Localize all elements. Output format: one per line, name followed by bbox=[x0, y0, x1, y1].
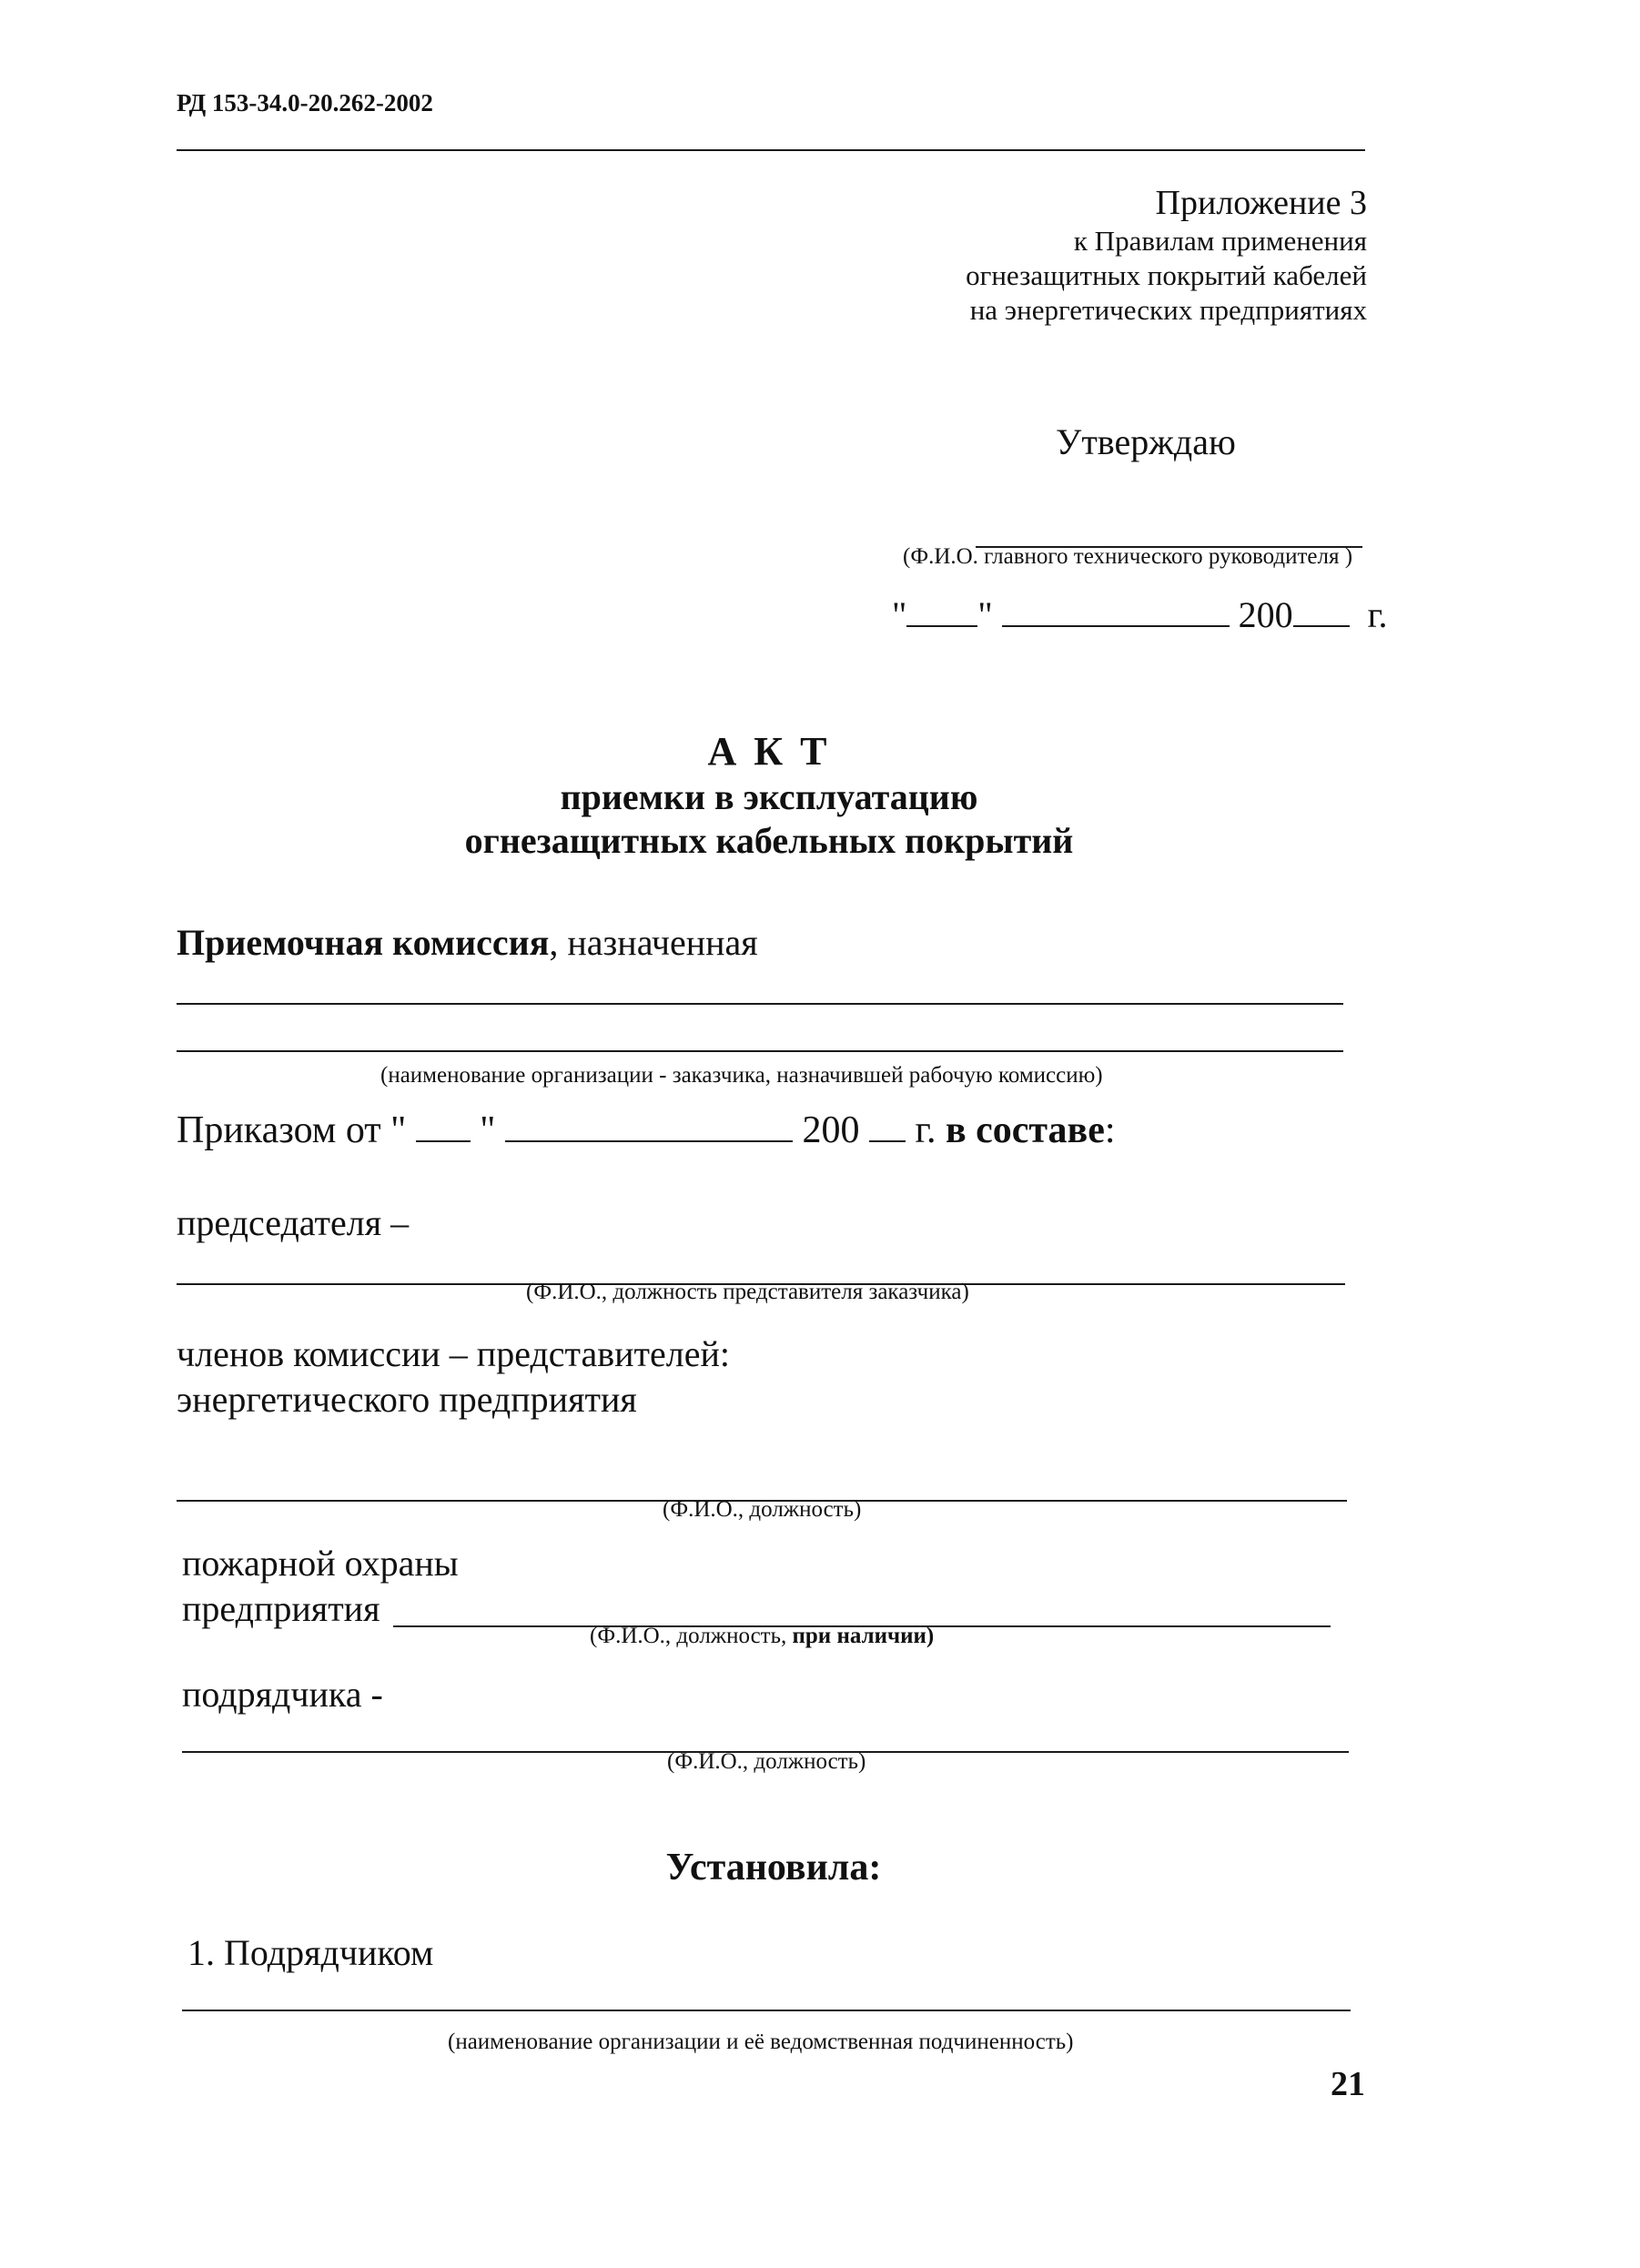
quote-close: " bbox=[977, 594, 993, 635]
fire-caption bbox=[590, 1624, 934, 1649]
approve-label: Утверждаю bbox=[1056, 421, 1236, 462]
org-field-line-2 bbox=[177, 1050, 1343, 1052]
approval-year-field bbox=[1293, 598, 1350, 627]
order-year-suffix: г. bbox=[915, 1109, 936, 1151]
order-month-field bbox=[505, 1113, 793, 1142]
commission-heading bbox=[177, 921, 758, 964]
chairman-caption: (Ф.И.О., должность представителя заказчика) bbox=[526, 1280, 969, 1304]
act-title: А К Т bbox=[707, 729, 831, 774]
appendix-line-1: к Правилам применения bbox=[1073, 225, 1367, 257]
contractor-caption: (Ф.И.О., должность) bbox=[667, 1749, 866, 1774]
order-quote: " bbox=[480, 1109, 496, 1151]
fire-caption-a: (Ф.И.О., должность, bbox=[590, 1624, 793, 1648]
fire-line-1: пожарной охраны bbox=[182, 1543, 459, 1584]
members-line-2: энергетического предприятия bbox=[177, 1379, 637, 1420]
appendix-line-2: огнезащитных покрытий кабелей bbox=[966, 259, 1367, 291]
established-item-1: 1. Подрядчиком bbox=[187, 1932, 434, 1973]
approver-fio-caption: (Ф.И.О. главного технического руководителя ) bbox=[903, 544, 1353, 569]
act-subtitle-2: огнезащитных кабельных покрытий bbox=[464, 820, 1074, 861]
appendix-title: Приложение 3 bbox=[1155, 184, 1367, 222]
order-prefix: Приказом от " bbox=[177, 1109, 407, 1151]
item1-caption: (наименование организации и её ведомственная подчиненность) bbox=[448, 2030, 1074, 2054]
document-code: РД 153-34.0-20.262-2002 bbox=[177, 89, 433, 116]
approval-month-field bbox=[1002, 598, 1230, 627]
org-field-line-1 bbox=[177, 1003, 1343, 1005]
quote-open: " bbox=[892, 594, 907, 635]
order-colon: : bbox=[1104, 1109, 1116, 1151]
order-year: 200 bbox=[802, 1109, 860, 1151]
fire-line-2: предприятия bbox=[182, 1588, 380, 1629]
approval-year-suffix: г. bbox=[1367, 594, 1388, 635]
commission-label: Приемочная комиссия bbox=[177, 922, 550, 963]
order-year-field bbox=[869, 1113, 906, 1142]
established-heading: Установила: bbox=[665, 1847, 882, 1888]
members-caption: (Ф.И.О., должность) bbox=[663, 1497, 862, 1522]
order-day-field bbox=[416, 1113, 471, 1142]
act-subtitle-1: приемки в эксплуатацию bbox=[560, 776, 978, 817]
order-row bbox=[177, 1109, 1116, 1152]
members-line-1: членов комиссии – представителей: bbox=[177, 1333, 731, 1374]
header-rule bbox=[177, 149, 1365, 151]
approval-day-field bbox=[906, 598, 977, 627]
page-number: 21 bbox=[1331, 2065, 1365, 2103]
chairman-label: председателя – bbox=[177, 1202, 410, 1243]
contractor-label: подрядчика - bbox=[182, 1674, 383, 1715]
item1-field-line bbox=[182, 2010, 1351, 2011]
appendix-line-3: на энергетических предприятиях bbox=[969, 294, 1367, 326]
order-composition: в составе bbox=[945, 1109, 1105, 1151]
org-caption: (наименование организации - заказчика, назначившей рабочую комиссию) bbox=[380, 1063, 1103, 1088]
fire-caption-b: при наличии) bbox=[792, 1624, 935, 1648]
approval-year-prefix: 200 bbox=[1238, 594, 1293, 635]
appendix-block bbox=[730, 182, 1367, 328]
approval-date-row bbox=[892, 593, 1388, 636]
commission-label-rest: , назначенная bbox=[549, 922, 758, 963]
